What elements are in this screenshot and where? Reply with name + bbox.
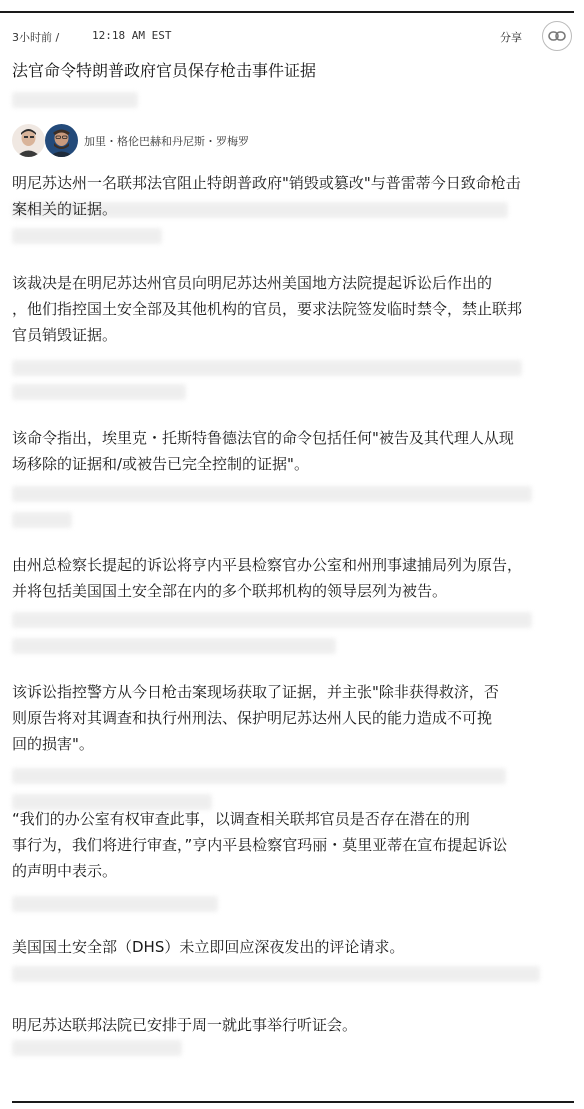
paragraph-2: 该裁决是在明尼苏达州官员向明尼苏达州美国地方法院提起诉讼后作出的 ，他们指控国土安全部及其他机构的官员，要求法院签发临时禁令，禁止联邦 官员销毁证据。: [12, 274, 523, 344]
author-avatar-2[interactable]: [45, 124, 78, 157]
paragraph-1: 明尼苏达州一名联邦法官阻止特朗普政府"销毁或篡改"与普雷蒂今日致命枪击 案相关的证据。: [12, 174, 521, 218]
author-avatar-1[interactable]: [12, 124, 45, 157]
copy-link-button[interactable]: [542, 21, 572, 51]
ghost-line: [12, 512, 72, 528]
paragraph-3: 该命令指出，埃里克・托斯特鲁德法官的命令包括任何"被告及其代理人从现 场移除的证据和/或被告已完全控制的证据"。: [12, 429, 514, 473]
paragraph-4: 由州总检察长提起的诉讼将亨内平县检察官办公室和州刑事逮捕局列为原告， 并将包括美国国土安全部在内的多个联邦机构的领导层列为被告。: [12, 556, 523, 600]
paragraph-6: “我们的办公室有权审查此事，以调查相关联邦官员是否存在潜在的刑 事行为，我们将进行审查，”亨内平县检察官玛丽・莫里亚蒂在宣布提起诉讼 的声明中表示。: [12, 810, 508, 880]
top-rule: [0, 11, 574, 13]
ghost-line: [12, 1040, 182, 1056]
ghost-line: [12, 768, 506, 784]
ghost-line: [12, 966, 540, 982]
ghost-line: [12, 92, 138, 108]
ghost-line: [12, 896, 218, 912]
ghost-line: [12, 228, 162, 244]
author-names: 加里・格伦巴赫和丹尼斯・罗梅罗: [84, 135, 249, 148]
byline: [12, 124, 572, 158]
ghost-line: [12, 638, 336, 654]
share-button[interactable]: 分享: [500, 31, 522, 44]
bottom-rule: [12, 1101, 574, 1103]
paragraph-5: 该诉讼指控警方从今日枪击案现场获取了证据，并主张"除非获得救济，否 则原告将对其调查和执行州刑法、保护明尼苏达州人民的能力造成不可挽 回的损害"。: [12, 683, 499, 753]
ghost-line: [12, 612, 532, 628]
paragraph-8: 明尼苏达联邦法院已安排于周一就此事举行听证会。: [12, 1016, 358, 1034]
ghost-line: [12, 384, 186, 400]
link-icon: [548, 30, 566, 42]
ghost-line: [12, 486, 532, 502]
article-header: [12, 26, 578, 48]
timestamp: 12:18 AM EST: [92, 29, 172, 42]
time-ago: 3小时前 /: [12, 31, 60, 44]
ghost-line: [12, 360, 522, 376]
article-title: 法官命令特朗普政府官员保存枪击事件证据: [12, 61, 317, 80]
paragraph-7: 美国国土安全部（DHS）未立即回应深夜发出的评论请求。: [12, 938, 405, 956]
